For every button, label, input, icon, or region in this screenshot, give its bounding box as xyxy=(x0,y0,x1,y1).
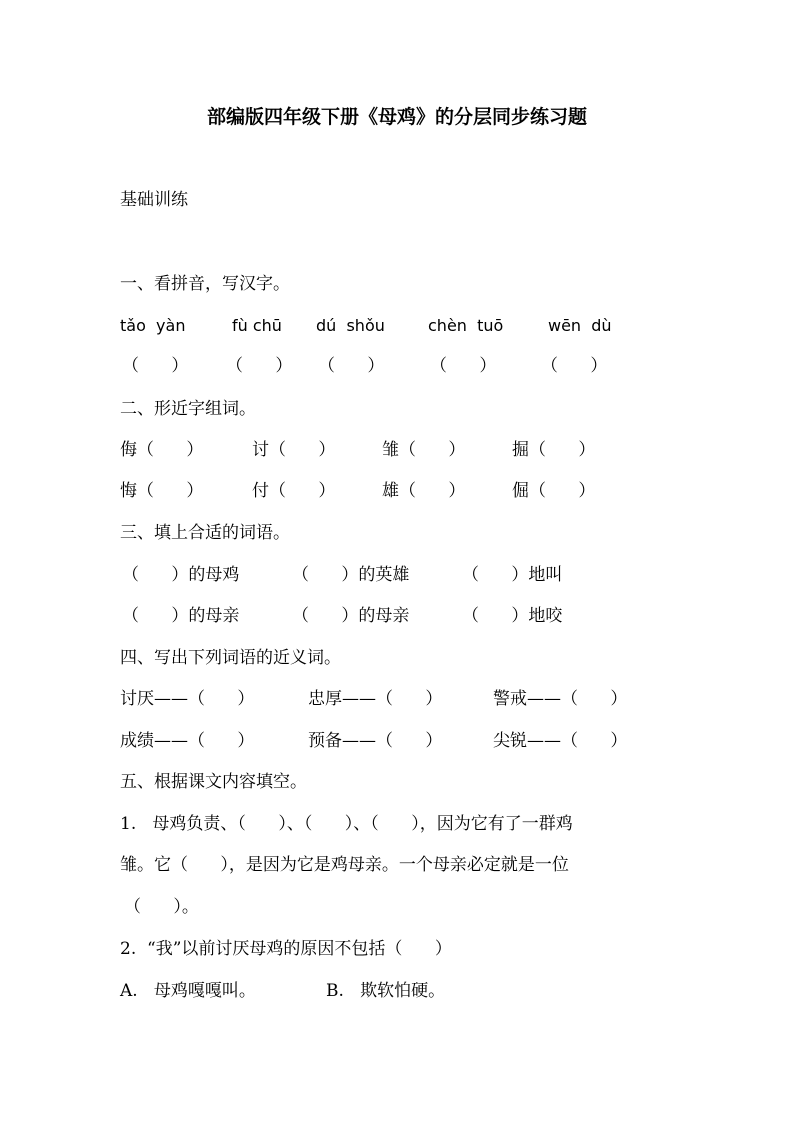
pinyin-blank-3: （ ） xyxy=(318,356,385,376)
page-title: 部编版四年级下册《母鸡》的分层同步练习题 xyxy=(206,106,587,128)
q3-item: （ ）的母亲 xyxy=(292,606,410,626)
pinyin-2: fù chū xyxy=(232,316,282,335)
q2-heading: 二、形近字组词。 xyxy=(120,399,256,419)
q5-item2: 2. “我”以前讨厌母鸡的原因不包括（ ） xyxy=(120,939,452,959)
q5-item1-line3: （ ）。 xyxy=(124,897,199,917)
q2-item: 讨（ ） xyxy=(252,440,336,460)
q4-item: 警戒——（ ） xyxy=(493,689,628,709)
q3-item: （ ）的母亲 xyxy=(122,606,240,626)
pinyin-blank-4: （ ） xyxy=(430,356,497,376)
q1-heading: 一、看拼音，写汉字。 xyxy=(120,274,290,294)
pinyin-blank-1: （ ） xyxy=(122,356,189,376)
q2-item: 悔（ ） xyxy=(120,481,204,501)
pinyin-blank-5: （ ） xyxy=(541,356,608,376)
pinyin-1: tǎo yàn xyxy=(120,316,186,335)
q2-item: 雏（ ） xyxy=(382,440,466,460)
q2-item: 倔（ ） xyxy=(512,481,596,501)
q5-heading: 五、根据课文内容填空。 xyxy=(120,772,307,792)
option-b: B. 欺软怕硬。 xyxy=(326,981,446,1001)
q3-item: （ ）的英雄 xyxy=(292,565,410,585)
q5-item1-line1: 1. 母鸡负责、（ ）、（ ）、（ ），因为它有了一群鸡 xyxy=(120,814,573,834)
section-heading: 基础训练 xyxy=(120,190,188,210)
q4-item: 尖锐——（ ） xyxy=(493,731,628,751)
q3-item: （ ）地咬 xyxy=(462,606,563,626)
q4-item: 讨厌——（ ） xyxy=(120,689,255,709)
q2-item: 掘（ ） xyxy=(512,440,596,460)
pinyin-4: chèn tuō xyxy=(428,316,504,335)
q2-item: 付（ ） xyxy=(252,481,336,501)
q4-item: 成绩——（ ） xyxy=(120,731,255,751)
q4-item: 忠厚——（ ） xyxy=(308,689,443,709)
q4-heading: 四、写出下列词语的近义词。 xyxy=(120,648,341,668)
pinyin-3: dú shǒu xyxy=(316,316,385,335)
pinyin-blank-2: （ ） xyxy=(226,356,293,376)
q5-item1-line2: 雏。它（ ），是因为它是鸡母亲。一个母亲必定就是一位 xyxy=(120,855,569,875)
q2-item: 侮（ ） xyxy=(120,440,204,460)
q3-item: （ ）地叫 xyxy=(462,565,563,585)
q3-heading: 三、填上合适的词语。 xyxy=(120,523,290,543)
pinyin-5: wēn dù xyxy=(548,316,612,335)
option-a: A. 母鸡嘎嘎叫。 xyxy=(120,981,256,1001)
q2-item: 雄（ ） xyxy=(382,481,466,501)
q4-item: 预备——（ ） xyxy=(308,731,443,751)
q3-item: （ ）的母鸡 xyxy=(122,565,240,585)
